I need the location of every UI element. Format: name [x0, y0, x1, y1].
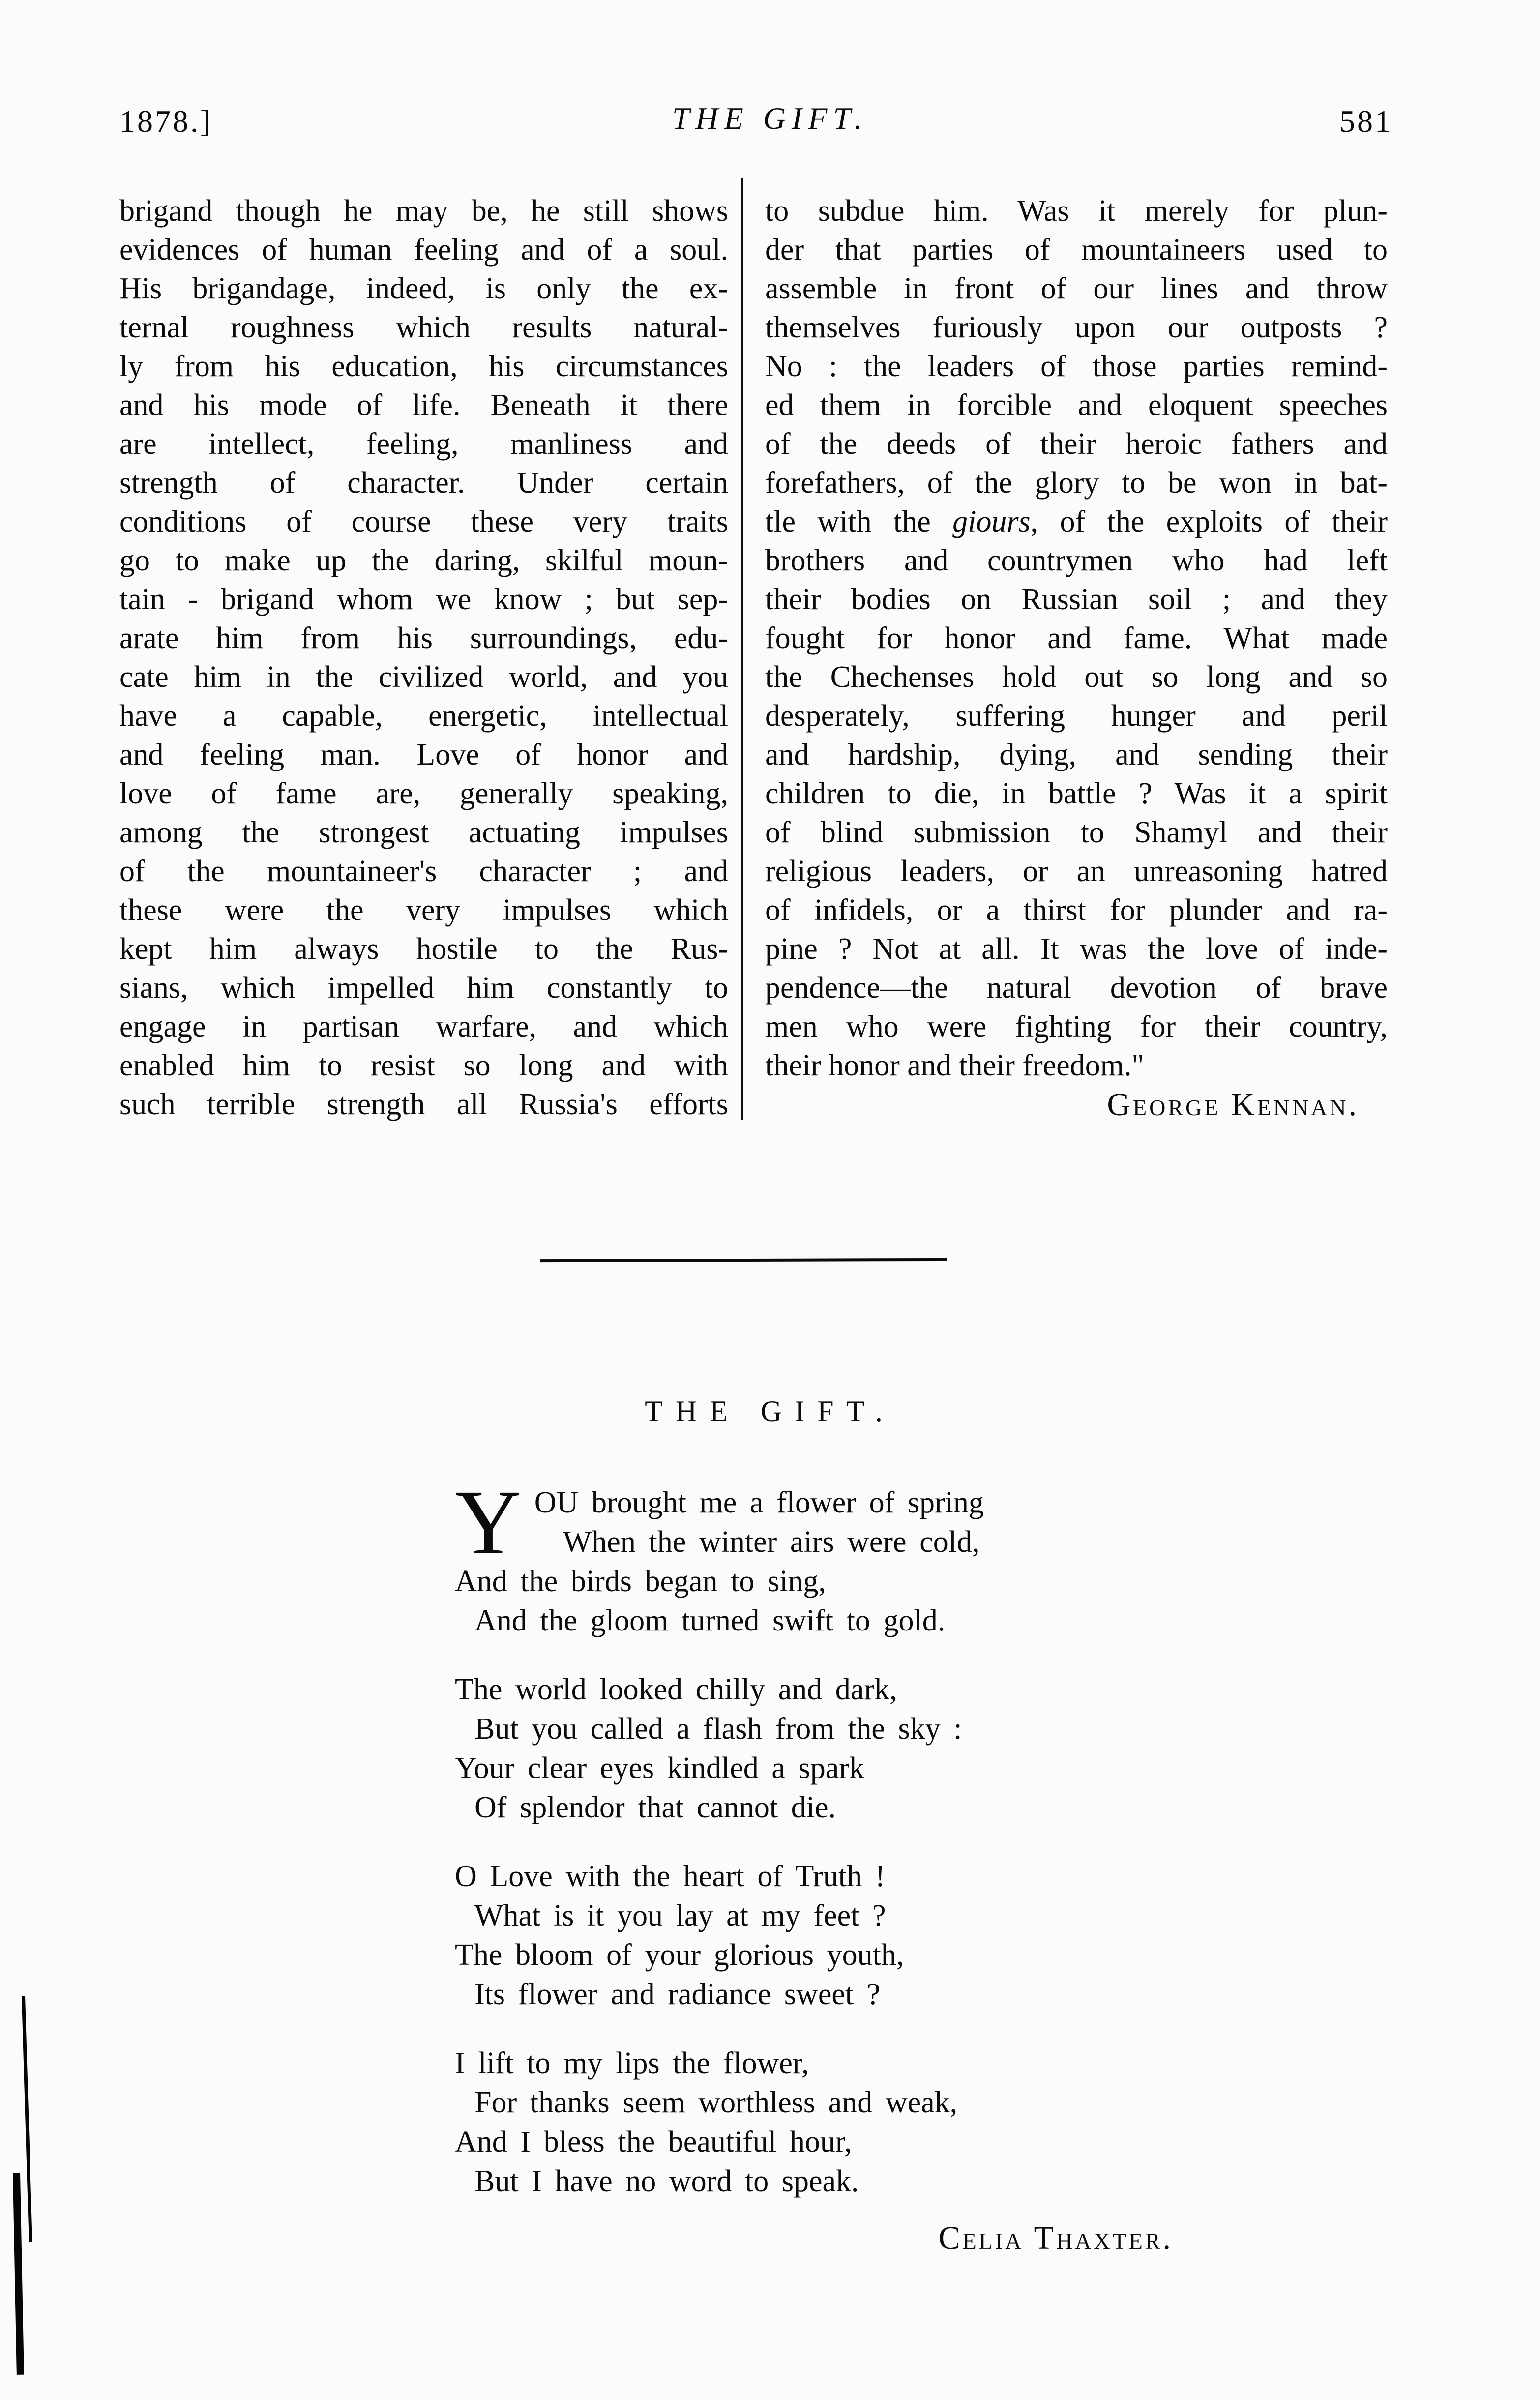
- poem-line: Of splendor that cannot die.: [474, 1791, 836, 1824]
- article-line: to subdue him. Was it merely for plun-: [765, 194, 1388, 228]
- header-running-title: THE GIFT.: [672, 101, 868, 136]
- article-line: tle with the giours, of the exploits of their: [765, 505, 1388, 538]
- poem-stanza: [455, 1471, 1158, 1640]
- article-line: of infidels, or a thirst for plunder and ra-: [765, 893, 1388, 927]
- article-line: kept him always hostile to the Rus-: [119, 932, 728, 966]
- article-signature: George Kennan.: [1107, 1087, 1359, 1123]
- poem-line: And the birds began to sing,: [455, 1565, 826, 1598]
- article-line: these were the very impulses which: [119, 893, 728, 927]
- article-line: strength of character. Under certain: [119, 466, 728, 500]
- article-line: and hardship, dying, and sending their: [765, 738, 1388, 771]
- article-line: of blind submission to Shamyl and their: [765, 816, 1388, 849]
- poem-line: But you called a flash from the sky :: [474, 1712, 962, 1746]
- article-line: der that parties of mountaineers used to: [765, 233, 1388, 267]
- article-line: conditions of course these very traits: [119, 505, 728, 538]
- poem-body: [455, 1471, 1158, 2230]
- article-line: love of fame are, generally speaking,: [119, 777, 728, 810]
- article-line: men who were fighting for their country,: [765, 1010, 1388, 1043]
- poem-stanza: [455, 1670, 1158, 1827]
- article-line: sians, which impelled him constantly to: [119, 971, 728, 1005]
- scan-artifact-streak: [22, 1996, 32, 2242]
- poem-line: OU brought me a flower of spring: [534, 1486, 984, 1519]
- article-line: arate him from his surroundings, edu-: [119, 622, 728, 655]
- article-line: pine ? Not at all. It was the love of inde-: [765, 932, 1388, 966]
- section-divider-rule: [540, 1258, 947, 1262]
- article-line: cate him in the civilized world, and you: [119, 660, 728, 694]
- article-line: His brigandage, indeed, is only the ex-: [119, 272, 728, 305]
- article-line: and his mode of life. Beneath it there: [119, 388, 728, 422]
- poem-signature: Celia Thaxter.: [938, 2220, 1173, 2256]
- scan-artifact-streak: [13, 2173, 24, 2375]
- article-line: their bodies on Russian soil ; and they: [765, 583, 1388, 616]
- article-line: brothers and countrymen who had left: [765, 544, 1388, 577]
- article-line: evidences of human feeling and of a soul.: [119, 233, 728, 267]
- poem-drop-cap: Y: [455, 1471, 522, 1573]
- article-line: among the strongest actuating impulses: [119, 816, 728, 849]
- article-line: religious leaders, or an unreasoning hatred: [765, 855, 1388, 888]
- article-line: are intellect, feeling, manliness and: [119, 427, 728, 461]
- article-line: ly from his education, his circumstances: [119, 350, 728, 383]
- article-line: of the mountaineer's character ; and: [119, 855, 728, 888]
- article-line: ternal roughness which results natural-: [119, 311, 728, 344]
- article-line: desperately, suffering hunger and peril: [765, 699, 1388, 733]
- poem-title: THE GIFT.: [645, 1395, 895, 1427]
- article-line: brigand though he may be, he still shows: [119, 194, 728, 228]
- poem-line: Its flower and radiance sweet ?: [474, 1978, 881, 2011]
- article-line: forefathers, of the glory to be won in bat-: [765, 466, 1388, 500]
- article-line: tain - brigand whom we know ; but sep-: [119, 583, 728, 616]
- article-line: the Chechenses hold out so long and so: [765, 660, 1388, 694]
- article-line: engage in partisan warfare, and which: [119, 1010, 728, 1043]
- article-line: such terrible strength all Russia's efforts: [119, 1088, 728, 1121]
- poem-line: The bloom of your glorious youth,: [455, 1938, 904, 1972]
- article-line: their honor and their freedom.": [765, 1049, 1144, 1082]
- poem-line: And I bless the beautiful hour,: [455, 2125, 852, 2159]
- poem-line: O Love with the heart of Truth !: [455, 1860, 886, 1893]
- article-line: ed them in forcible and eloquent speeches: [765, 388, 1388, 422]
- poem-stanza: [455, 1857, 1158, 2014]
- poem-line: When the winter airs were cold,: [563, 1525, 980, 1559]
- poem-line: The world looked chilly and dark,: [455, 1673, 897, 1706]
- article-italic-word: giours: [952, 505, 1031, 538]
- article-line: children to die, in battle ? Was it a spirit: [765, 777, 1388, 810]
- poem-line: Your clear eyes kindled a spark: [455, 1751, 864, 1785]
- article-line: themselves furiously upon our outposts ?: [765, 311, 1388, 344]
- article-line: of the deeds of their heroic fathers and: [765, 427, 1388, 461]
- header-page-number: 581: [1339, 104, 1392, 139]
- poem-line: What is it you lay at my feet ?: [474, 1899, 886, 1932]
- article-line: fought for honor and fame. What made: [765, 622, 1388, 655]
- column-rule: [741, 178, 743, 1120]
- article-line: have a capable, energetic, intellectual: [119, 699, 728, 733]
- poem-line: For thanks seem worthless and weak,: [474, 2086, 958, 2119]
- poem-line: And the gloom turned swift to gold.: [474, 1604, 946, 1637]
- article-line: No : the leaders of those parties remind-: [765, 350, 1388, 383]
- article-column-left: [119, 192, 728, 1124]
- article-line: enabled him to resist so long and with: [119, 1049, 728, 1082]
- poem-line: I lift to my lips the flower,: [455, 2046, 809, 2080]
- poem-stanza: [455, 2044, 1158, 2201]
- article-line: go to make up the daring, skilful moun-: [119, 544, 728, 577]
- poem-line: But I have no word to speak.: [474, 2164, 859, 2198]
- article-line: assemble in front of our lines and throw: [765, 272, 1388, 305]
- article-line: and feeling man. Love of honor and: [119, 738, 728, 771]
- header-year: 1878.]: [119, 104, 213, 139]
- article-line: pendence—the natural devotion of brave: [765, 971, 1388, 1005]
- article-column-right: [765, 192, 1388, 1085]
